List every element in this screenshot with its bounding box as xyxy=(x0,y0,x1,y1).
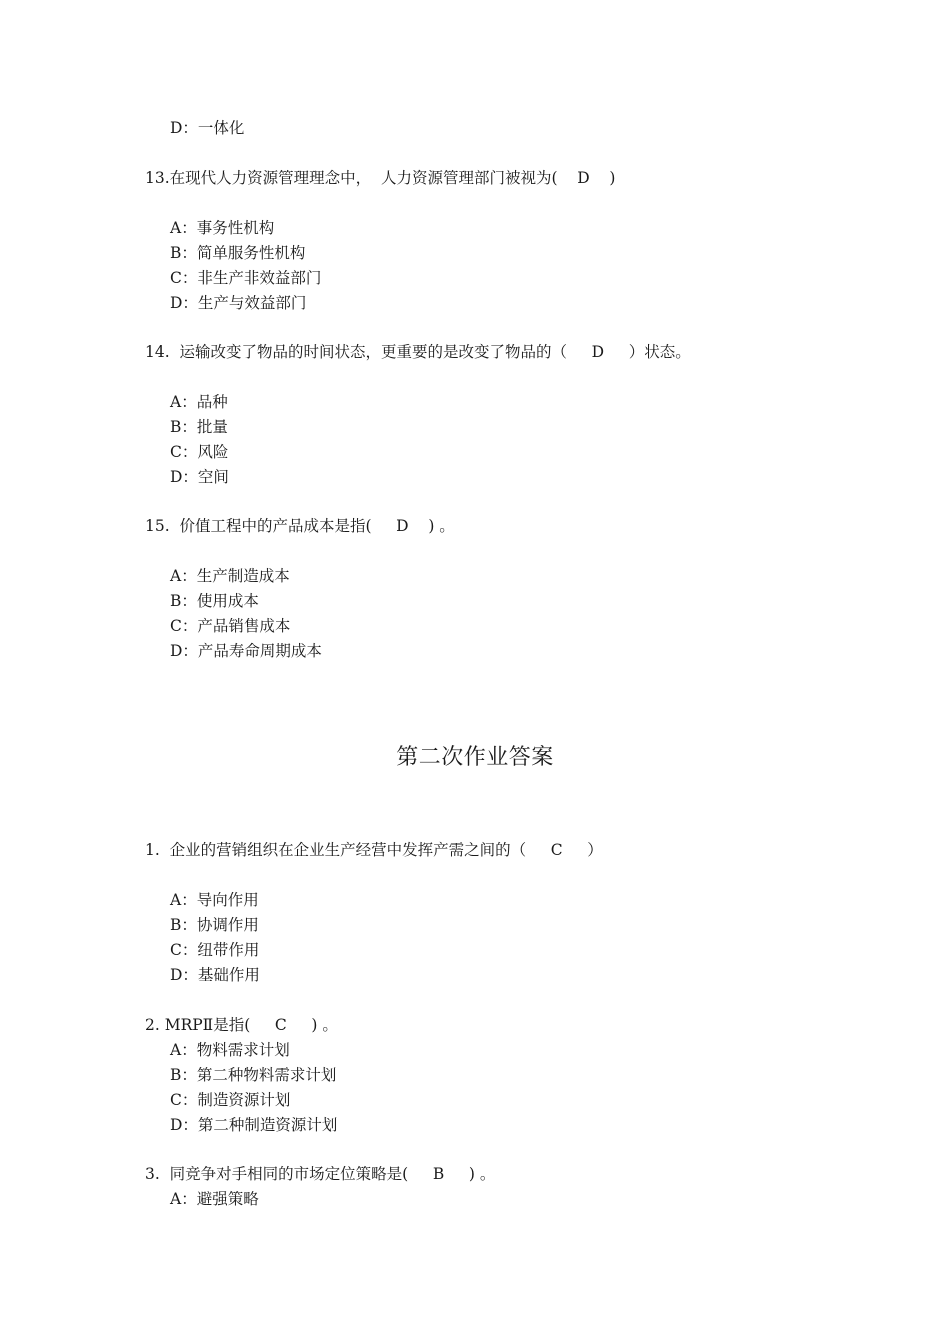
section-title: 第二次作业答案 xyxy=(396,745,554,770)
option-b: B：使用成本 xyxy=(170,592,259,610)
option-c: C：非生产非效益部门 xyxy=(170,269,322,287)
question-stem: 1. 企业的营销组织在企业生产经营中发挥产需之间的（ C ） xyxy=(145,841,603,859)
option-b: B：协调作用 xyxy=(170,916,259,934)
option-d: D：第二种制造资源计划 xyxy=(170,1116,338,1134)
option-b: B：批量 xyxy=(170,418,228,436)
option-c: C：纽带作用 xyxy=(170,941,260,959)
question-stem: 3. 同竞争对手相同的市场定位策略是( B ) 。 xyxy=(145,1165,496,1183)
question-stem: 15. 价值工程中的产品成本是指( D ) 。 xyxy=(145,517,455,535)
option-d: D：产品寿命周期成本 xyxy=(170,642,322,660)
option-d: D：生产与效益部门 xyxy=(170,294,307,312)
question-stem: 14. 运输改变了物品的时间状态，更重要的是改变了物品的（ D ）状态。 xyxy=(145,343,691,361)
option-c: C：风险 xyxy=(170,443,229,461)
option-a: A：事务性机构 xyxy=(170,219,275,237)
question-stem: 13.在现代人力资源管理理念中， 人力资源管理部门被视为( D ) xyxy=(145,169,616,187)
option-a: A：避强策略 xyxy=(170,1190,259,1208)
option-a: A：生产制造成本 xyxy=(170,567,290,585)
option-c: C：制造资源计划 xyxy=(170,1091,291,1109)
option-a: A：物料需求计划 xyxy=(170,1041,290,1059)
question-stem: 2. MRPⅡ是指( C ) 。 xyxy=(145,1016,338,1034)
option-a: A：品种 xyxy=(170,393,228,411)
option-b: B：第二种物料需求计划 xyxy=(170,1066,337,1084)
option-d: D：空间 xyxy=(170,468,229,486)
option-d: D：基础作用 xyxy=(170,966,260,984)
option-c: C：产品销售成本 xyxy=(170,617,291,635)
option-b: B：简单服务性机构 xyxy=(170,244,306,262)
option-d-prev: D：一体化 xyxy=(170,119,245,137)
option-a: A：导向作用 xyxy=(170,891,259,909)
